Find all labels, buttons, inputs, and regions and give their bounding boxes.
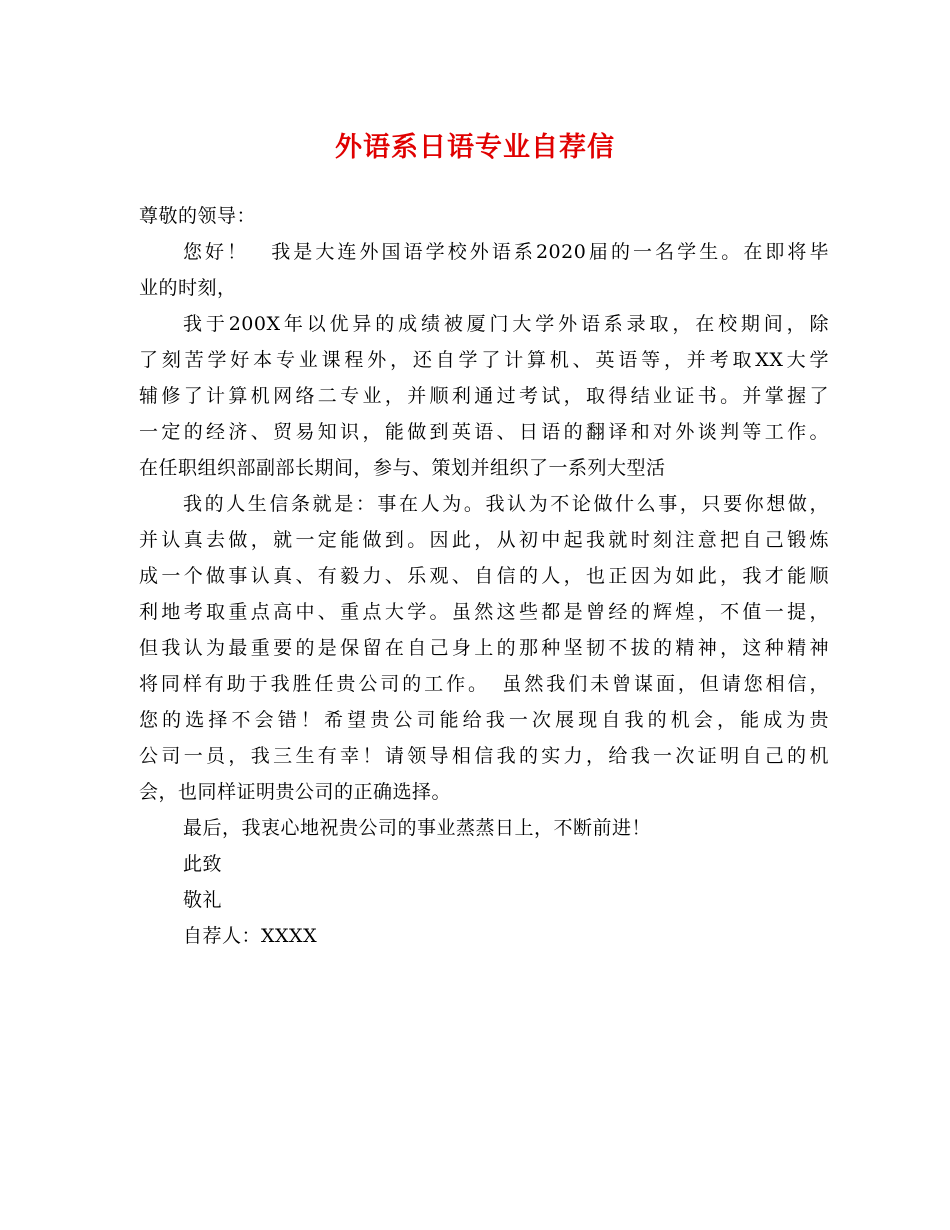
letter-body bbox=[139, 198, 829, 954]
letter-line: 您好！ 我是大连外国语学校外语系2020届的一名学生。在即将毕 bbox=[183, 241, 829, 263]
letter-line: 辅修了计算机网络二专业，并顺利通过考试，取得结业证书。并掌握了 bbox=[139, 385, 829, 407]
letter-line: 但我认为最重要的是保留在自己身上的那种坚韧不拔的精神，这种精神 bbox=[139, 637, 829, 659]
letter-line: 将同样有助于我胜任贵公司的工作。 虽然我们未曾谋面，但请您相信， bbox=[139, 673, 829, 695]
letter-line: 并认真去做，就一定能做到。因此，从初中起我就时刻注意把自己锻炼 bbox=[139, 529, 829, 551]
letter-line: 我于200X年以优异的成绩被厦门大学外语系录取，在校期间，除 bbox=[183, 313, 829, 335]
letter-line: 在任职组织部副部长期间，参与、策划并组织了一系列大型活 bbox=[139, 457, 666, 479]
letter-line: 了刻苦学好本专业课程外，还自学了计算机、英语等，并考取XX大学 bbox=[139, 349, 829, 371]
salutation: 尊敬的领导： bbox=[139, 205, 257, 227]
letter-line: 我的人生信条就是：事在人为。我认为不论做什么事，只要你想做， bbox=[183, 493, 829, 515]
letter-line: 会，也同样证明贵公司的正确选择。 bbox=[139, 781, 452, 803]
document-title: 外语系日语专业自荐信 bbox=[335, 132, 615, 163]
letter-line: 一定的经济、贸易知识，能做到英语、日语的翻译和对外谈判等工作。 bbox=[139, 421, 829, 443]
letter-line: 此致 bbox=[183, 853, 223, 875]
letter-line: 您的选择不会错！希望贵公司能给我一次展现自我的机会，能成为贵 bbox=[139, 709, 829, 731]
letter-line: 业的时刻， bbox=[139, 277, 237, 299]
letter-line: 成一个做事认真、有毅力、乐观、自信的人，也正因为如此，我才能顺 bbox=[139, 565, 829, 587]
letter-line: 利地考取重点高中、重点大学。虽然这些都是曾经的辉煌，不值一提， bbox=[139, 601, 829, 623]
letter-line: 自荐人：XXXX bbox=[183, 925, 318, 947]
letter-line: 敬礼 bbox=[183, 889, 223, 911]
letter-line: 公司一员，我三生有幸！请领导相信我的实力，给我一次证明自己的机 bbox=[139, 745, 829, 767]
letter-paragraphs bbox=[139, 234, 829, 954]
letter-line: 最后，我衷心地祝贵公司的事业蒸蒸日上，不断前进！ bbox=[183, 817, 652, 839]
